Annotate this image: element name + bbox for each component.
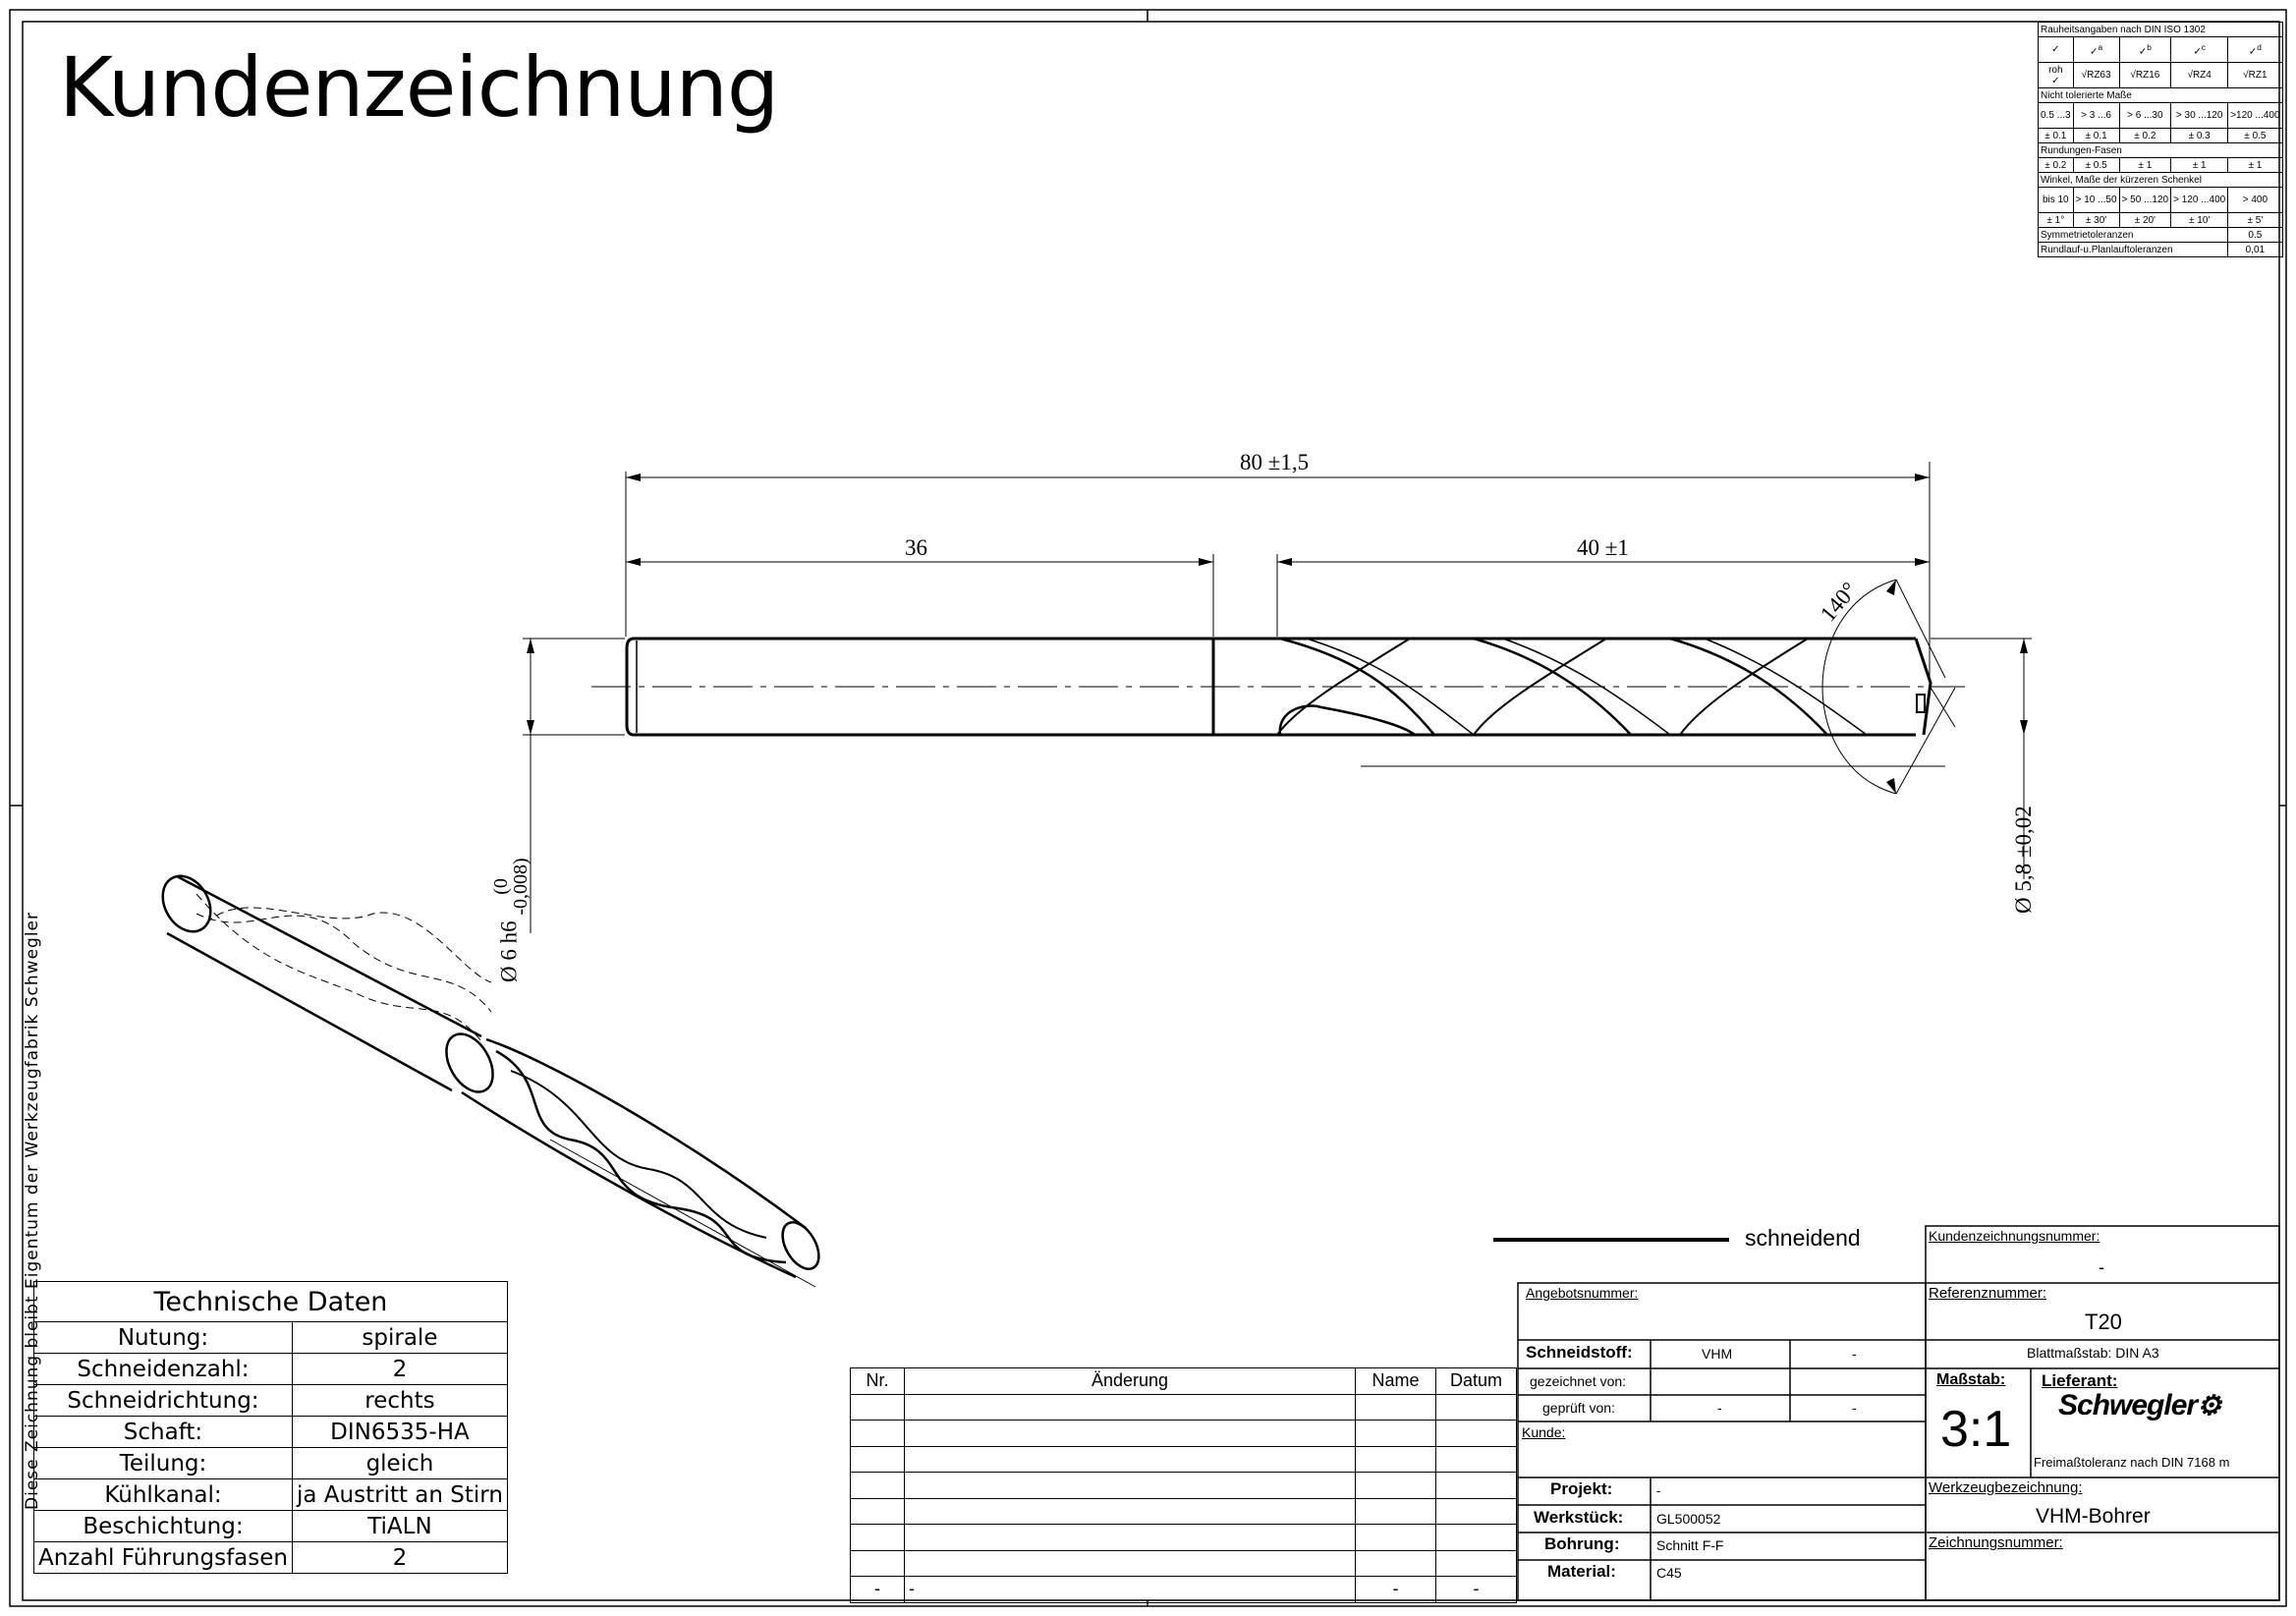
- rauheit-val-d: √RZ1: [2228, 63, 2282, 88]
- winkel-range: > 50 ...120: [2119, 188, 2171, 213]
- tech-label: Kühlkanal:: [34, 1479, 293, 1511]
- tech-label: Schaft:: [34, 1417, 293, 1448]
- lieferant-label: Lieferant:: [2042, 1371, 2118, 1390]
- dim-shank-tol-lower: -0,008: [510, 864, 532, 916]
- dim-shank-tol: (0 -0,008): [490, 858, 532, 916]
- table-row: [34, 1448, 508, 1479]
- tech-label: Schneidrichtung:: [34, 1385, 293, 1417]
- sym-label: Symmetrietoleranzen: [2039, 228, 2228, 243]
- rev-aenderung: -: [905, 1577, 1356, 1603]
- gezeichnet-label: gezeichnet von:: [1530, 1373, 1627, 1389]
- bohrung-value: Schnitt F-F: [1656, 1537, 1724, 1553]
- ownership-note: Diese Zeichnung bleibt Eigentum der Werkzeugfabrik Schwegler: [23, 912, 42, 1510]
- revision-table: [850, 1367, 1517, 1603]
- table-row: [851, 1446, 1517, 1473]
- tech-value: TiALN: [292, 1511, 507, 1542]
- rauheit-roh: roh ✓: [2039, 63, 2074, 88]
- rauheit-d: ✓$^d$: [2228, 37, 2282, 63]
- freimass-note: Freimaßtoleranz nach DIN 7168 m: [2034, 1455, 2230, 1470]
- gear-icon: ⚙: [2197, 1390, 2221, 1421]
- nicht-tol: ± 0.3: [2171, 129, 2228, 143]
- page-title: Kundenzeichnung: [59, 39, 779, 136]
- nicht-range: > 30 ...120: [2171, 103, 2228, 129]
- table-row: [34, 1542, 508, 1574]
- rund-tol: ± 1: [2171, 158, 2228, 173]
- table-row: [851, 1550, 1517, 1577]
- winkel-tol: ± 20': [2119, 213, 2171, 228]
- werkzeug-value: VHM-Bohrer: [2036, 1505, 2151, 1528]
- rauheit-val-a: √RZ63: [2073, 63, 2119, 88]
- dim-flute-length: 40 ±1: [1577, 535, 1629, 560]
- table-row: [34, 1479, 508, 1511]
- dim-overall-length: 80 ±1,5: [1240, 450, 1310, 474]
- rund-tol: ± 1: [2228, 158, 2282, 173]
- rauheit-title: Rauheitsangaben nach DIN ISO 1302: [2039, 23, 2283, 37]
- schneidstoff-extra: -: [1852, 1346, 1857, 1362]
- rev-datum: -: [1436, 1577, 1517, 1603]
- winkel-tol: ± 30': [2073, 213, 2119, 228]
- referenznummer: T20: [2085, 1310, 2122, 1334]
- rev-header-aenderung: Änderung: [905, 1368, 1356, 1395]
- zeichnungsnummer-label: Zeichnungsnummer:: [1929, 1534, 2063, 1551]
- legend-label: schneidend: [1745, 1225, 1861, 1251]
- rauheit-a: ✓$^a$: [2073, 37, 2119, 63]
- tech-value: rechts: [292, 1385, 507, 1417]
- tech-value: spirale: [292, 1322, 507, 1354]
- rundlauf-label: Rundlauf-u.Planlauftoleranzen: [2039, 243, 2228, 257]
- table-row: [851, 1394, 1517, 1421]
- rund-tol: ± 1: [2119, 158, 2171, 173]
- table-row: [34, 1322, 508, 1354]
- tech-value: DIN6535-HA: [292, 1417, 507, 1448]
- rund-tol: ± 0.5: [2073, 158, 2119, 173]
- dim-shank-diameter: [491, 766, 550, 982]
- geprueft-a: -: [1717, 1400, 1722, 1416]
- kundenzeichnungsnummer: -: [2099, 1257, 2104, 1277]
- table-row: [851, 1421, 1517, 1447]
- tech-label: Teilung:: [34, 1448, 293, 1479]
- table-row: [34, 1385, 508, 1417]
- werkstueck-value: GL500052: [1656, 1511, 1721, 1527]
- dim-point-angle: 140°: [1815, 577, 1863, 627]
- rund-tol: ± 0.2: [2039, 158, 2074, 173]
- schneidstoff-label: Schneidstoff:: [1526, 1343, 1633, 1362]
- dim-cut-diameter: Ø 5,8 ±0,02: [2011, 806, 2036, 914]
- bohrung-label: Bohrung:: [1544, 1534, 1620, 1553]
- nicht-range: > 3 ...6: [2073, 103, 2119, 129]
- werkstueck-label: Werkstück:: [1534, 1508, 1624, 1527]
- nicht-tol: ± 0.1: [2039, 129, 2074, 143]
- dim-shank-length: 36: [905, 535, 927, 560]
- tech-value: ja Austritt an Stirn: [292, 1479, 507, 1511]
- table-row: [851, 1473, 1517, 1499]
- rauheit-val-c: √RZ4: [2171, 63, 2228, 88]
- sym-value: 0.5: [2228, 228, 2282, 243]
- tech-data-heading: Technische Daten: [34, 1282, 508, 1322]
- winkel-tol: ± 5': [2228, 213, 2282, 228]
- rauheit-c: ✓$^c$: [2171, 37, 2228, 63]
- projekt-label: Projekt:: [1550, 1479, 1613, 1498]
- tech-label: Anzahl Führungsfasen: [34, 1542, 293, 1574]
- blattmassstab: Blattmaßstab: DIN A3: [2027, 1345, 2159, 1361]
- rev-nr: -: [851, 1577, 905, 1603]
- drill-side-view: [523, 462, 2032, 933]
- winkel-range: bis 10: [2039, 188, 2074, 213]
- massstab-label: Maßstab:: [1936, 1371, 2006, 1388]
- nicht-title: Nicht tolerierte Maße: [2039, 88, 2283, 103]
- table-row: [34, 1417, 508, 1448]
- rauheit-b: ✓$^b$: [2119, 37, 2171, 63]
- geprueft-label: geprüft von:: [1542, 1400, 1615, 1416]
- winkel-range: > 400: [2228, 188, 2282, 213]
- winkel-title: Winkel, Maße der kürzeren Schenkel: [2039, 173, 2283, 188]
- tech-value: 2: [292, 1542, 507, 1574]
- tech-value: gleich: [292, 1448, 507, 1479]
- winkel-tol: ± 10': [2171, 213, 2228, 228]
- table-row: [851, 1525, 1517, 1551]
- winkel-range: > 10 ...50: [2073, 188, 2119, 213]
- nicht-tol: ± 0.5: [2228, 129, 2282, 143]
- rev-header-name: Name: [1356, 1368, 1436, 1395]
- table-row: [34, 1511, 508, 1542]
- material-label: Material:: [1547, 1562, 1616, 1581]
- tech-label: Schneidenzahl:: [34, 1354, 293, 1385]
- material-value: C45: [1656, 1565, 1682, 1581]
- massstab-value: 3:1: [1940, 1401, 2012, 1458]
- nicht-tol: ± 0.1: [2073, 129, 2119, 143]
- dim-shank-tol-upper: 0: [490, 878, 512, 889]
- lieferant-logo: [2058, 1389, 2220, 1422]
- winkel-range: > 120 ...400: [2171, 188, 2228, 213]
- tech-label: Beschichtung:: [34, 1511, 293, 1542]
- winkel-tol: ± 1°: [2039, 213, 2074, 228]
- angebotsnummer-label: Angebotsnummer:: [1526, 1285, 1639, 1301]
- kunde-label: Kunde:: [1522, 1424, 1566, 1440]
- nicht-tol: ± 0.2: [2119, 129, 2171, 143]
- referenznummer-label: Referenznummer:: [1929, 1285, 2047, 1302]
- table-row: [851, 1577, 1517, 1603]
- kundenzeichnungsnummer-label: Kundenzeichnungsnummer:: [1929, 1228, 2100, 1244]
- tech-data-table: [33, 1281, 508, 1574]
- nicht-range: >120 ...400: [2228, 103, 2282, 129]
- rundlauf-value: 0,01: [2228, 243, 2282, 257]
- nicht-range: 0.5 ...3: [2039, 103, 2074, 129]
- dim-shank-dia-text: Ø 6 h6: [496, 920, 522, 982]
- table-row: [851, 1498, 1517, 1525]
- rauheit-symbol: ✓: [2039, 37, 2074, 63]
- rauheit-val-b: √RZ16: [2119, 63, 2171, 88]
- tolerance-block: [2038, 22, 2279, 257]
- geprueft-b: -: [1852, 1400, 1857, 1416]
- projekt-value: -: [1656, 1483, 1661, 1498]
- werkzeug-label: Werkzeugbezeichnung:: [1929, 1479, 2083, 1496]
- drill-isometric-view: [153, 867, 826, 1287]
- tech-value: 2: [292, 1354, 507, 1385]
- lieferant-name: Schwegler: [2058, 1389, 2198, 1421]
- rev-name: -: [1356, 1577, 1436, 1603]
- rund-title: Rundungen-Fasen: [2039, 143, 2283, 158]
- table-row: [34, 1354, 508, 1385]
- rev-header-datum: Datum: [1436, 1368, 1517, 1395]
- schneidstoff-value: VHM: [1702, 1346, 1733, 1362]
- nicht-range: > 6 ...30: [2119, 103, 2171, 129]
- tech-label: Nutung:: [34, 1322, 293, 1354]
- rev-header-nr: Nr.: [851, 1368, 905, 1395]
